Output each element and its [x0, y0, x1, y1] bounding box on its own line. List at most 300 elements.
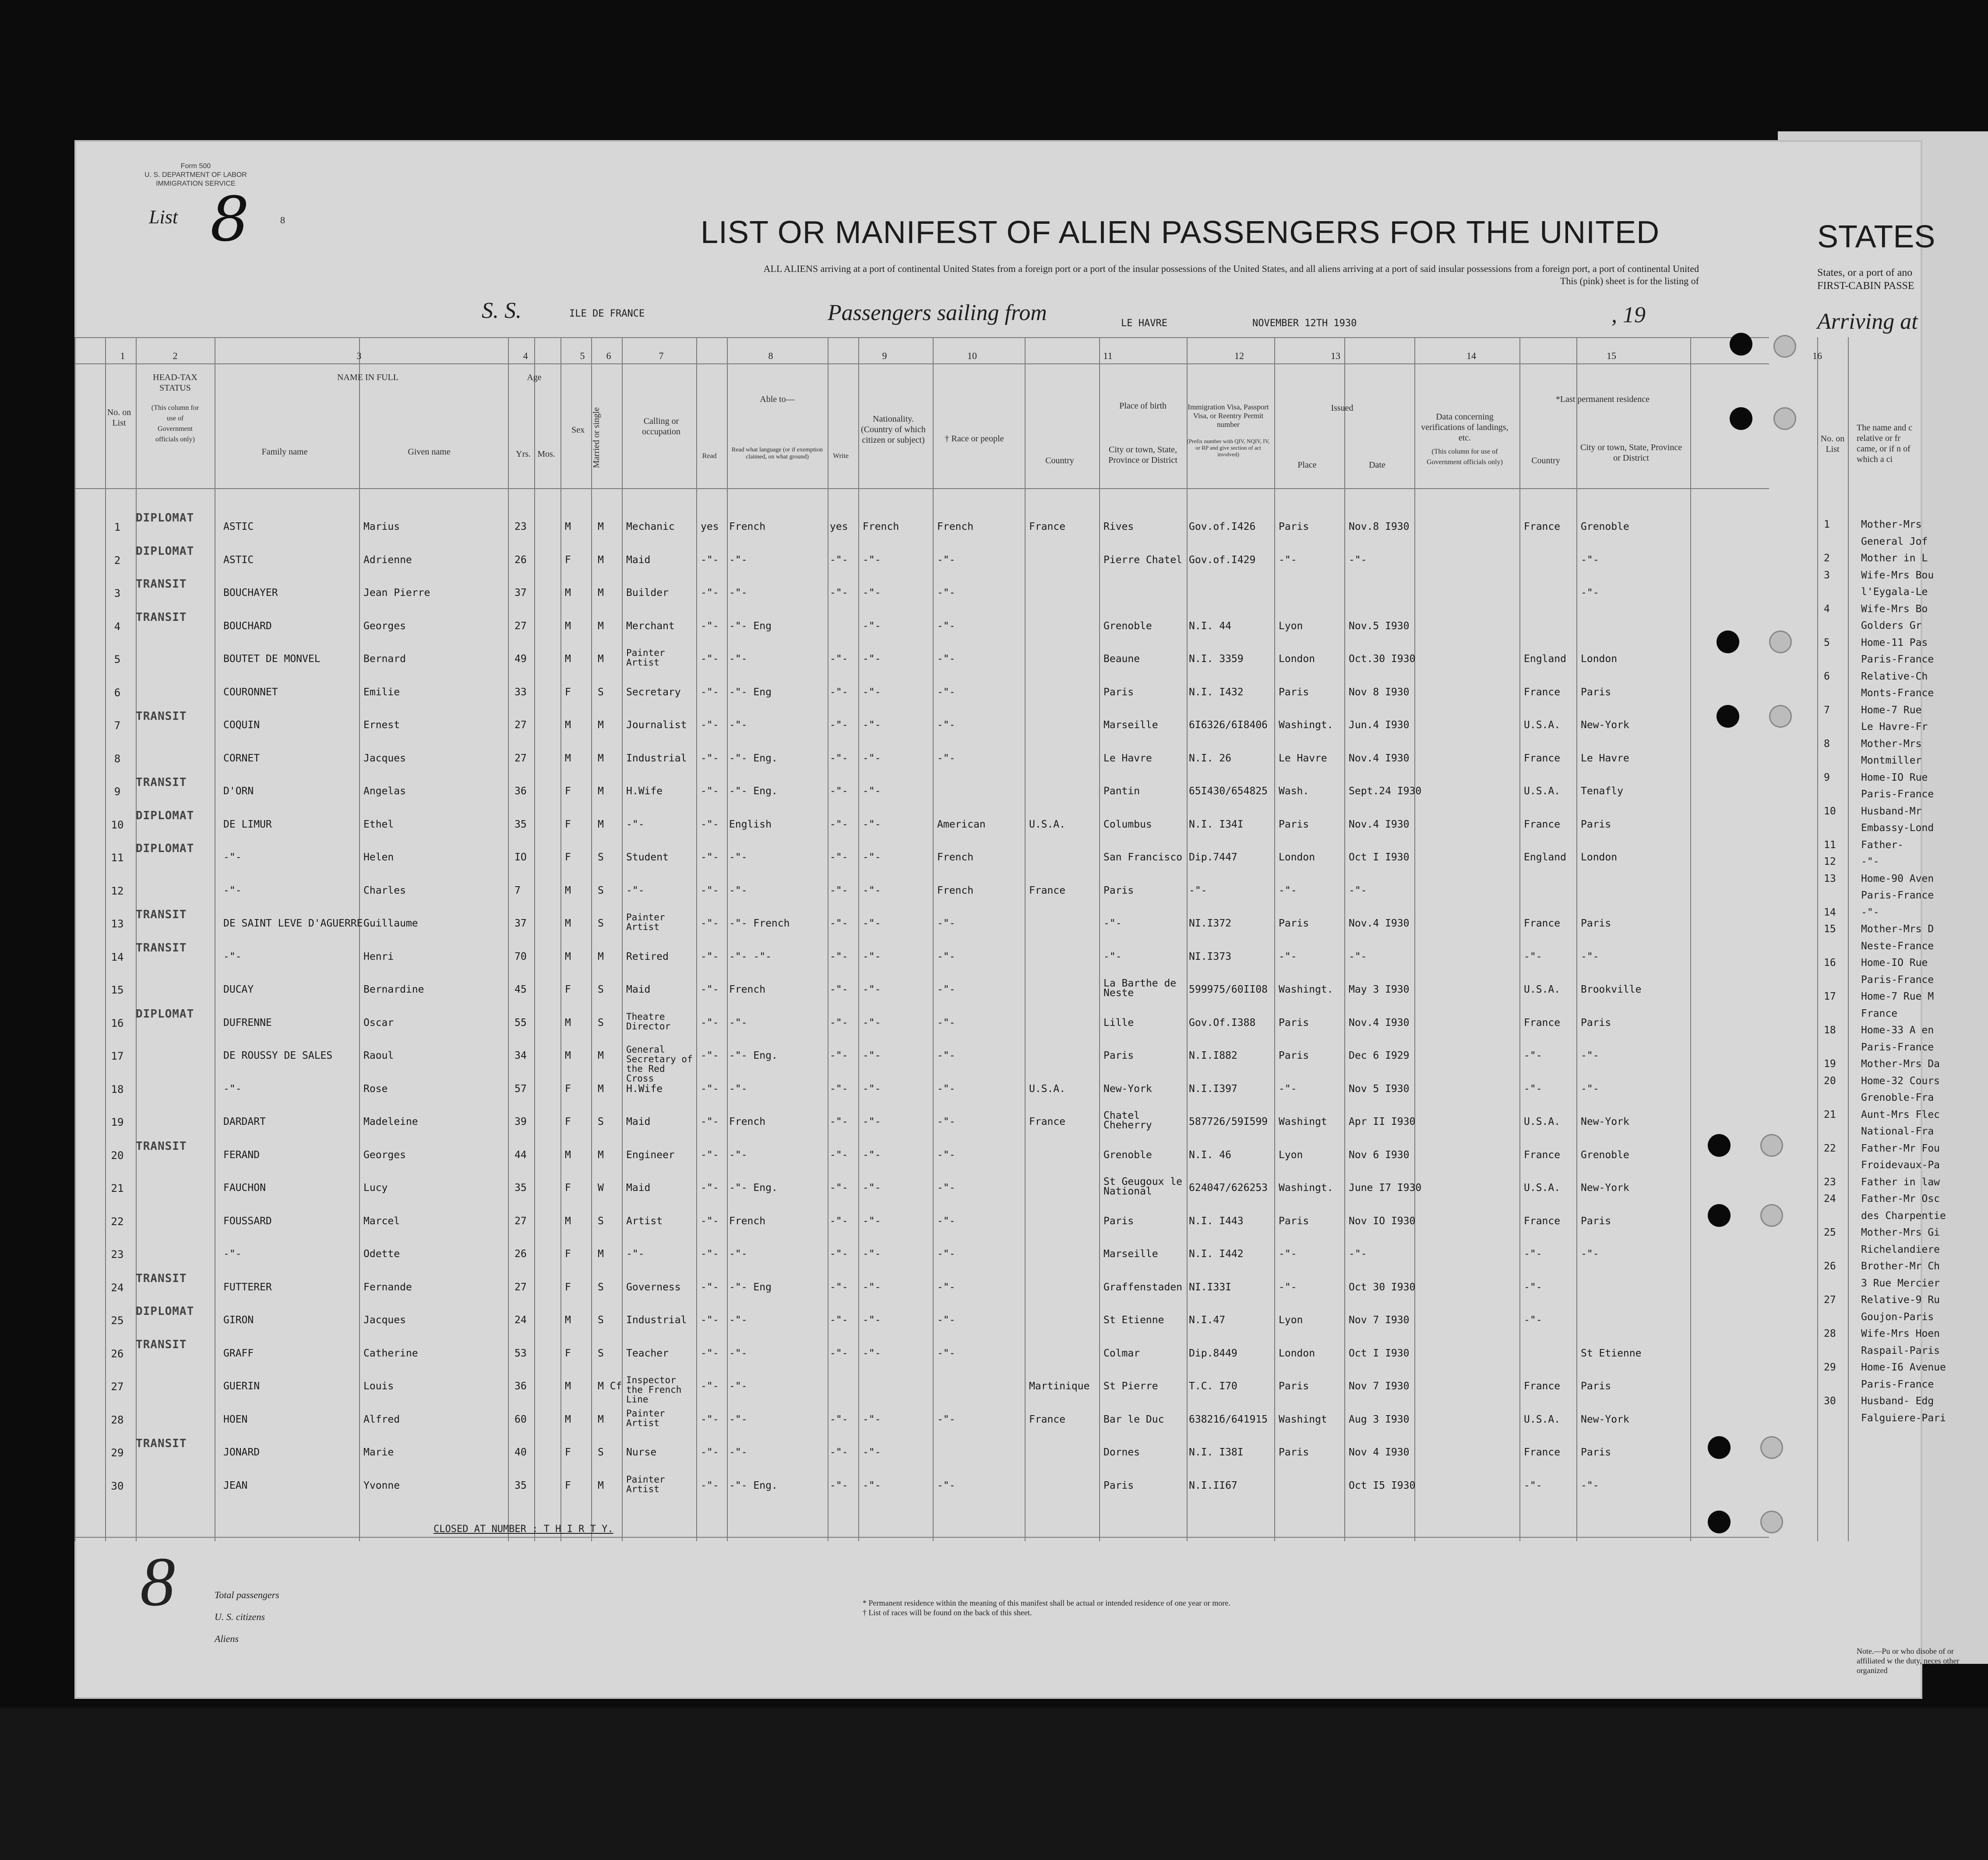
cell-idate: Nov 7 I930 [1349, 1381, 1410, 1392]
right-row-text: Brother-Mr Ch [1861, 1261, 1940, 1272]
cell-occ: -"- [626, 884, 645, 896]
colnum-4: 4 [523, 350, 528, 361]
cell-occ: Teacher [626, 1347, 669, 1359]
us-citizens-label: U. S. citizens [215, 1611, 265, 1622]
cell-idate: -"- [1349, 1248, 1367, 1260]
cell-read: -"- [701, 818, 719, 830]
cell-race: -"- [937, 1017, 955, 1029]
cell-sex: F [565, 1248, 571, 1260]
cell-ms: M [598, 1248, 604, 1260]
cell-bcity: Bar le Duc [1103, 1413, 1164, 1425]
row-number: 24 [111, 1281, 124, 1294]
cell-lcity: Brookville [1581, 984, 1642, 995]
cell-bcountry: France [1029, 884, 1066, 896]
cell-yrs: 26 [515, 1248, 527, 1260]
cell-lcity: Paris [1581, 1381, 1611, 1392]
cell-ms: S [598, 1447, 604, 1458]
cell-lcountry: France [1524, 1381, 1561, 1392]
cell-lcountry: -"- [1524, 1281, 1542, 1293]
row-number: 23 [111, 1248, 124, 1261]
cell-sex: F [565, 1182, 571, 1194]
cell-write: -"- [830, 1480, 848, 1491]
head-tax-stamp: TRANSIT [136, 710, 187, 723]
cell-iplace: Wash. [1279, 786, 1309, 797]
right-row-text: Home-11 Pas [1861, 637, 1928, 648]
cell-ms: S [598, 1314, 604, 1326]
cell-lcity: Paris [1581, 1215, 1611, 1227]
grid-vline [560, 337, 561, 1541]
right-row-number: 8 [1824, 738, 1830, 750]
right-row-text: Aunt-Mrs Flec [1861, 1109, 1940, 1120]
cell-race: -"- [937, 1116, 955, 1127]
head-tax-stamp: TRANSIT [136, 776, 187, 789]
ss-label: S. S. [482, 298, 522, 323]
head-tax-stamp: TRANSIT [136, 1437, 187, 1450]
cell-race: -"- [937, 1083, 955, 1095]
cell-bcountry: U.S.A. [1029, 1083, 1066, 1095]
cell-bcity: New-York [1103, 1083, 1152, 1095]
cell-read: -"- [701, 620, 719, 632]
cell-yrs: 35 [515, 1182, 527, 1194]
cell-idate: Apr II I930 [1349, 1116, 1416, 1127]
cell-given: Louis [363, 1381, 394, 1392]
cell-write: -"- [830, 1447, 848, 1458]
cell-race: -"- [937, 719, 955, 731]
grid-vline [622, 337, 623, 1541]
cell-iplace: -"- [1279, 1281, 1297, 1293]
row-number: 21 [111, 1182, 124, 1194]
closed-at-number: CLOSED AT NUMBER : T H I R T Y. [434, 1524, 613, 1535]
cell-ms: M Cf [598, 1381, 622, 1392]
right-row-text: Raspail-Paris [1861, 1345, 1940, 1356]
grid-vline [933, 337, 934, 1541]
cell-lcity: Paris [1581, 1447, 1611, 1458]
cell-yrs: 23 [515, 521, 527, 532]
cell-lang: French [729, 984, 766, 995]
cell-visa: N.I. I34I [1189, 818, 1244, 830]
cell-lcountry: -"- [1524, 1314, 1542, 1326]
cell-race: -"- [937, 653, 955, 665]
cell-bcity: Chatel Cheherry [1103, 1110, 1152, 1131]
cell-occ: Painter Artist [626, 648, 665, 668]
cell-sex: M [565, 1215, 571, 1227]
cell-given: Marius [363, 521, 400, 532]
cell-bcity: San Francisco [1103, 852, 1183, 863]
cell-lcountry: -"- [1524, 951, 1542, 962]
cell-yrs: 35 [515, 818, 527, 830]
cell-ms: W [598, 1182, 604, 1194]
head-tax-stamp: TRANSIT [136, 941, 187, 955]
right-row-text: Froidevaux-Pa [1861, 1159, 1940, 1171]
header-res-city: City or town, State, Province or District [1580, 443, 1682, 463]
cell-lang: -"- Eng [729, 620, 772, 632]
cell-lang: -"- [729, 1083, 747, 1095]
cell-given: Guillaume [363, 918, 418, 929]
list-label: List [149, 206, 178, 228]
cell-occ: Painter Artist [626, 1474, 665, 1494]
cell-visa: N.I. 3359 [1189, 653, 1244, 665]
cell-race: -"- [937, 951, 955, 962]
cell-lcountry: -"- [1524, 1050, 1542, 1061]
cell-iplace: Paris [1279, 818, 1309, 830]
grid-hline [74, 1537, 1769, 1538]
cell-nat: -"- [863, 653, 881, 665]
cell-read: -"- [701, 752, 719, 764]
right-row-text: Embassy-Lond [1861, 822, 1934, 834]
cell-lcity: -"- [1581, 1480, 1599, 1491]
header-sex: Sex [571, 425, 585, 435]
ship-name: ILE DE FRANCE [569, 308, 645, 319]
cell-visa: 624047/626253 [1189, 1182, 1268, 1194]
cell-yrs: 27 [515, 620, 527, 632]
row-number: 12 [111, 884, 124, 897]
cell-lcountry: France [1524, 521, 1561, 532]
cell-lcity: New-York [1581, 719, 1629, 731]
sailing-date: NOVEMBER 12TH 1930 [1252, 318, 1357, 329]
right-row-text: Paris-France [1861, 1378, 1934, 1390]
right-row-text: Grenoble-Fra [1861, 1092, 1934, 1103]
punch-hole [1708, 1134, 1731, 1157]
cell-iplace: Washingt [1279, 1413, 1327, 1425]
cell-yrs: 55 [515, 1017, 527, 1029]
cell-given: Emilie [363, 686, 400, 698]
right-row-number: 20 [1824, 1075, 1836, 1087]
right-row-text: Paris-France [1861, 654, 1934, 665]
cell-ms: M [598, 1050, 604, 1061]
cell-bcity: Marseille [1103, 1248, 1158, 1260]
head-tax-stamp: TRANSIT [136, 1272, 187, 1285]
cell-family: GIRON [223, 1314, 254, 1326]
cell-yrs: 35 [515, 1480, 527, 1491]
header-landings-note: (This column for use of Government officials only) [1427, 448, 1503, 466]
cell-occ: -"- [626, 1248, 645, 1260]
right-row-text: 3 Rue Mercier [1861, 1277, 1940, 1289]
cell-yrs: 27 [515, 752, 527, 764]
cell-sex: F [565, 1116, 571, 1127]
right-row-number: 21 [1824, 1109, 1836, 1120]
colnum-5: 5 [580, 350, 585, 361]
punch-hole [1708, 1511, 1731, 1533]
cell-yrs: 53 [515, 1347, 527, 1359]
cell-race: -"- [937, 918, 955, 929]
cell-write: -"- [830, 1017, 848, 1029]
right-row-number: 13 [1824, 873, 1836, 884]
cell-idate: Oct 30 I930 [1349, 1281, 1416, 1293]
head-tax-stamp: TRANSIT [136, 578, 187, 591]
cell-family: BOUCHAYER [223, 587, 278, 599]
cell-given: Marcel [363, 1215, 400, 1227]
cell-lcity: Le Havre [1581, 752, 1629, 764]
cell-write: -"- [830, 818, 848, 830]
cell-lang: French [729, 1116, 766, 1127]
right-row-text: l'Eygala-Le [1861, 586, 1928, 598]
cell-write: -"- [830, 1149, 848, 1161]
cell-read: -"- [701, 1381, 719, 1392]
cell-iplace: Paris [1279, 1050, 1309, 1061]
right-footnote: Note.—Pu or who disobe of or affiliated w the duty, neces other organized [1857, 1647, 1960, 1675]
grid-vline [1848, 337, 1849, 1541]
cell-race: -"- [937, 1314, 955, 1326]
cell-race: -"- [937, 1149, 955, 1161]
cell-iplace: Paris [1279, 918, 1309, 929]
right-row-text: Mother-Mrs [1861, 519, 1922, 530]
cell-race: -"- [937, 1050, 955, 1061]
cell-lcity: New-York [1581, 1182, 1629, 1194]
cell-yrs: 26 [515, 554, 527, 566]
right-row-number: 11 [1824, 839, 1836, 851]
cell-lang: -"- [729, 1149, 747, 1161]
cell-lang: -"- Eng [729, 1281, 772, 1293]
cell-family: JONARD [223, 1447, 260, 1458]
cell-sex: F [565, 554, 571, 566]
right-row-text: France [1861, 1008, 1898, 1019]
row-number: 10 [111, 818, 124, 831]
grid-vline [508, 337, 509, 1541]
cell-visa: Gov.of.I429 [1189, 554, 1256, 566]
head-tax-stamp: TRANSIT [136, 1338, 187, 1351]
punch-hole [1760, 1134, 1783, 1157]
intro-cont-line-2: FIRST-CABIN PASSE [1817, 280, 1914, 292]
footnotes [863, 1598, 1230, 1617]
punch-hole [1717, 705, 1739, 728]
header-given-name: Given name [408, 447, 451, 457]
cell-visa: 63821б/641915 [1189, 1413, 1268, 1425]
cell-family: DUCAY [223, 984, 254, 995]
cell-read: -"- [701, 1347, 719, 1359]
right-row-number: 2 [1824, 553, 1830, 564]
cell-visa: Gov.Of.I388 [1189, 1017, 1256, 1029]
cell-lang: -"- -"- [729, 951, 772, 962]
header-issued-date: Date [1369, 460, 1385, 470]
cell-ms: M [598, 587, 604, 599]
right-row-text: Home-7 Rue [1861, 704, 1922, 716]
cell-write: -"- [830, 852, 848, 863]
cell-family: DE LIMUR [223, 818, 272, 830]
cell-bcity: Paris [1103, 1050, 1134, 1061]
cell-lang: -"- [729, 653, 747, 665]
cell-lang: -"- [729, 852, 747, 863]
cell-family: HOEN [223, 1413, 248, 1425]
cell-sex: F [565, 1083, 571, 1095]
right-row-text: Home-90 Aven [1861, 873, 1934, 884]
right-row-number: 29 [1824, 1362, 1836, 1373]
cell-race: -"- [937, 984, 955, 995]
cell-lang: -"- [729, 1314, 747, 1326]
cell-iplace: Le Havre [1279, 752, 1327, 764]
cell-iplace: London [1279, 852, 1315, 863]
cell-ms: M [598, 620, 604, 632]
cell-given: Jean Pierre [363, 587, 430, 599]
cell-write: -"- [830, 719, 848, 731]
cell-read: -"- [701, 554, 719, 566]
cell-given: Bernard [363, 653, 406, 665]
cell-visa: N.I. I38I [1189, 1447, 1244, 1458]
cell-iplace: Paris [1279, 686, 1309, 698]
colnum-12: 12 [1234, 350, 1244, 361]
colnum-3: 3 [356, 350, 362, 361]
cell-family: DUFRENNE [223, 1017, 272, 1029]
cell-iplace: London [1279, 1347, 1315, 1359]
cell-occ: Engineer [626, 1149, 675, 1161]
header-relative: The name and c relative or fr came, or if n of which a ci [1857, 423, 1913, 464]
cell-sex: M [565, 1413, 571, 1425]
cell-given: Henri [363, 951, 394, 962]
list-sub-number: 8 [280, 215, 285, 225]
cell-write: -"- [830, 1182, 848, 1194]
cell-bcity: Paris [1103, 1215, 1134, 1227]
right-row-number: 15 [1824, 923, 1836, 935]
total-passengers-label: Total passengers [215, 1589, 279, 1600]
right-row-text: des Charpentie [1861, 1210, 1946, 1222]
cell-idate: -"- [1349, 554, 1367, 566]
grid-vline [105, 337, 106, 1541]
right-row-number: 6 [1824, 670, 1830, 682]
cell-nat: -"- [863, 1083, 881, 1095]
cell-bcity: Colmar [1103, 1347, 1140, 1359]
cell-nat: -"- [863, 1347, 881, 1359]
row-number: 6 [114, 686, 121, 699]
right-row-text: Home-32 Cours [1861, 1075, 1940, 1087]
cell-occ: Maid [626, 984, 651, 995]
colnum-13: 13 [1331, 350, 1340, 361]
right-row-text: General Jof [1861, 535, 1928, 547]
cell-nat: -"- [863, 1314, 881, 1326]
header-age: Age [527, 373, 542, 382]
cell-lang: -"- Eng. [729, 1182, 778, 1194]
header-birth-city: City or town, State, Province or District [1108, 445, 1177, 465]
right-row-number: 5 [1824, 637, 1830, 648]
grid-vline [1817, 337, 1818, 1541]
cell-lcity: New-York [1581, 1116, 1629, 1127]
cell-idate: Nov 6 I930 [1349, 1149, 1410, 1161]
cell-family: -"- [223, 884, 242, 896]
right-row-number: 22 [1824, 1142, 1836, 1154]
cell-lcity: -"- [1581, 587, 1599, 599]
right-row-text: -"- [1861, 856, 1879, 867]
cell-iplace: Lyon [1279, 1314, 1303, 1326]
cell-given: Georges [363, 1149, 406, 1161]
right-row-text: Husband-Mr [1861, 805, 1922, 817]
cell-race: -"- [937, 686, 955, 698]
right-row-text: Le Havre-Fr [1861, 721, 1928, 733]
row-number: 30 [111, 1480, 124, 1492]
cell-yrs: 49 [515, 653, 527, 665]
cell-iplace: Lyon [1279, 620, 1303, 632]
cell-ms: M [598, 719, 604, 731]
cell-lcountry: U.S.A. [1524, 719, 1561, 731]
row-number: 22 [111, 1215, 124, 1228]
cell-sex: F [565, 818, 571, 830]
head-tax-stamp: DIPLOMAT [136, 1007, 194, 1021]
cell-family: DARDART [223, 1116, 266, 1127]
cell-family: JEAN [223, 1480, 248, 1491]
cell-family: FAUCHON [223, 1182, 266, 1194]
row-number: 5 [114, 653, 121, 666]
cell-yrs: 33 [515, 686, 527, 698]
grid-vline [1414, 337, 1415, 1541]
cell-occ: Industrial [626, 1314, 687, 1326]
cell-iplace: -"- [1279, 884, 1297, 896]
right-row-number: 1 [1824, 519, 1830, 530]
cell-sex: M [565, 521, 571, 532]
right-row-number: 19 [1824, 1058, 1836, 1070]
cell-given: Helen [363, 852, 394, 863]
cell-sex: F [565, 1281, 571, 1293]
punch-hole [1773, 407, 1796, 430]
cell-idate: -"- [1349, 884, 1367, 896]
cell-lcity: -"- [1581, 1248, 1599, 1260]
punch-hole [1708, 1204, 1731, 1227]
cell-bcity: Beaune [1103, 653, 1140, 665]
cell-read: -"- [701, 1413, 719, 1425]
right-row-number: 18 [1824, 1025, 1836, 1036]
cell-sex: F [565, 1447, 571, 1458]
cell-yrs: 57 [515, 1083, 527, 1095]
list-number: 8 [210, 184, 250, 255]
footnote-races: † List of races will be found on the back of this sheet. [863, 1608, 1032, 1617]
cell-nat: -"- [863, 1050, 881, 1061]
cell-nat: -"- [863, 1480, 881, 1491]
right-row-text: Wife-Mrs Bou [1861, 569, 1934, 581]
cell-yrs: IO [515, 852, 527, 863]
cell-lcountry: U.S.A. [1524, 1182, 1561, 1194]
cell-read: -"- [701, 1050, 719, 1061]
cell-yrs: 24 [515, 1314, 527, 1326]
row-number: 2 [114, 554, 121, 567]
cell-read: -"- [701, 852, 719, 863]
cell-lcity: -"- [1581, 1083, 1599, 1095]
cell-idate: Oct I I930 [1349, 852, 1410, 863]
punch-hole [1717, 631, 1739, 653]
cell-ms: S [598, 1281, 604, 1293]
cell-write: -"- [830, 1413, 848, 1425]
cell-ms: S [598, 1116, 604, 1127]
right-row-number: 30 [1824, 1395, 1836, 1407]
cell-race: French [937, 852, 974, 863]
cell-family: FERAND [223, 1149, 260, 1161]
right-row-text: Husband- Edg [1861, 1395, 1934, 1407]
cell-idate: Nov 7 I930 [1349, 1314, 1410, 1326]
cell-bcountry: France [1029, 1116, 1066, 1127]
cell-lcountry: France [1524, 918, 1561, 929]
right-row-number: 17 [1824, 991, 1836, 1002]
departure-port: LE HAVRE [1121, 318, 1167, 329]
cell-race: -"- [937, 1281, 955, 1293]
row-number: 4 [114, 620, 121, 633]
cell-yrs: 36 [515, 1381, 527, 1392]
cell-family: COQUIN [223, 719, 260, 731]
cell-race: American [937, 818, 986, 830]
punch-hole [1760, 1436, 1783, 1459]
cell-bcity: Le Havre [1103, 752, 1152, 764]
cell-lcountry: France [1524, 752, 1561, 764]
cell-visa: N.I. I432 [1189, 686, 1244, 698]
cell-read: -"- [701, 1017, 719, 1029]
header-calling: Calling or occupation [642, 416, 680, 437]
cell-nat: -"- [863, 1413, 881, 1425]
right-row-text: Father in law [1861, 1176, 1940, 1188]
service-label: IMMIGRATION SERVICE [156, 180, 236, 187]
right-row-number: 7 [1824, 704, 1830, 716]
head-tax-stamp: DIPLOMAT [136, 842, 194, 855]
punch-hole [1760, 1511, 1783, 1533]
footnote-residence: * Permanent residence within the meaning of this manifest shall be actual or intended residence of one year or more. [863, 1599, 1230, 1607]
cell-idate: Nov.8 I930 [1349, 521, 1410, 532]
cell-ms: M [598, 1083, 604, 1095]
right-row-text: Wife-Mrs Bo [1861, 603, 1928, 615]
cell-iplace: -"- [1279, 1248, 1297, 1260]
right-row-text: Golders Gr [1861, 620, 1922, 631]
